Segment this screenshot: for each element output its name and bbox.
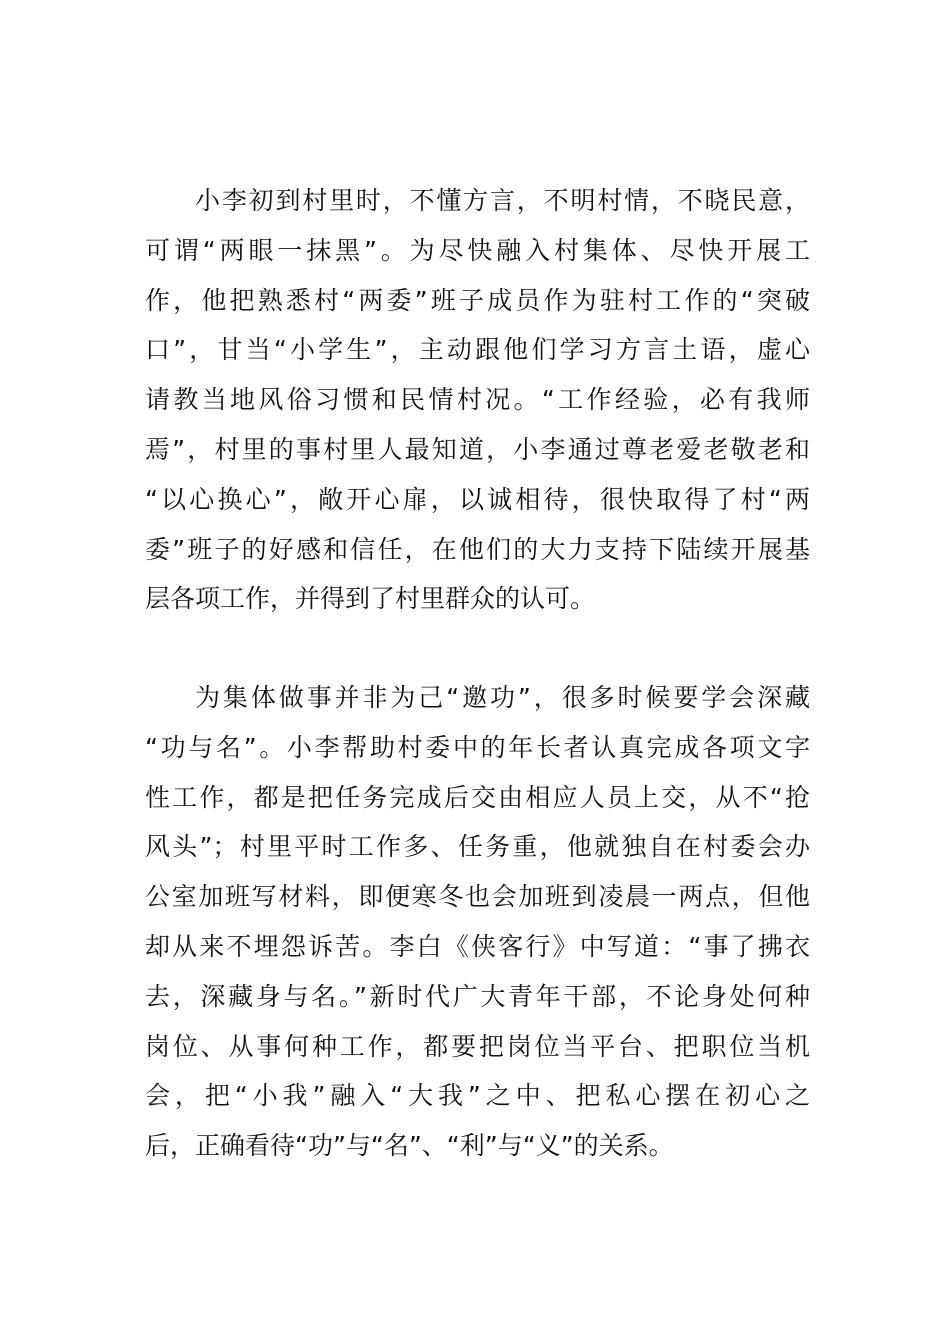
- paragraph-2-text: [145, 673, 810, 1171]
- paragraph-line: “功与名”。小李帮助村委中的年长者认真完成各项文字: [145, 732, 810, 762]
- paragraph-line: 口”，甘当“小学生”，主动跟他们学习方言土语，虚心: [145, 335, 810, 365]
- paragraph-line: 可谓“两眼一抹黑”。为尽快融入村集体、尽快开展工: [145, 235, 810, 265]
- paragraph-line: 焉”，村里的事村里人最知道，小李通过尊老爱老敬老和: [145, 434, 810, 464]
- paragraph-2: [145, 673, 810, 1171]
- paragraph-line: 却从来不埋怨诉苦。李白《侠客行》中写道：“事了拂衣: [145, 931, 810, 961]
- paragraph-1-text: [145, 176, 810, 624]
- paragraph-line: 作，他把熟悉村“两委”班子成员作为驻村工作的“突破: [145, 285, 810, 315]
- paragraph-line: 后，正确看待“功”与“名”、“利”与“义”的关系。: [145, 1131, 674, 1161]
- paragraph-line: 请教当地风俗习惯和民情村况。“工作经验，必有我师: [145, 385, 810, 415]
- paragraph-line: 岗位、从事何种工作，都要把岗位当平台、把职位当机: [145, 1031, 810, 1061]
- paragraph-line: 公室加班写材料，即便寒冬也会加班到凌晨一两点，但他: [145, 882, 810, 912]
- paragraph-line: 会，把“小我”融入“大我”之中、把私心摆在初心之: [145, 1081, 810, 1111]
- paragraph-line: 风头”；村里平时工作多、任务重，他就独自在村委会办: [145, 832, 810, 862]
- paragraph-line: “以心换心”，敞开心扉，以诚相待，很快取得了村“两: [145, 484, 810, 514]
- paragraph-line: 为集体做事并非为己“邀功”，很多时候要学会深藏: [195, 683, 810, 712]
- paragraph-line: 层各项工作，并得到了村里群众的认可。: [145, 584, 596, 614]
- paragraph-line: 委”班子的好感和信任，在他们的大力支持下陆续开展基: [145, 534, 810, 564]
- paragraph-line: 性工作，都是把任务完成后交由相应人员上交，从不“抢: [145, 782, 810, 812]
- paragraph-line: 去，深藏身与名。”新时代广大青年干部，不论身处何种: [145, 981, 810, 1011]
- paragraph-1: [145, 176, 810, 624]
- paragraph-line: 小李初到村里时，不懂方言，不明村情，不晓民意，: [195, 186, 810, 215]
